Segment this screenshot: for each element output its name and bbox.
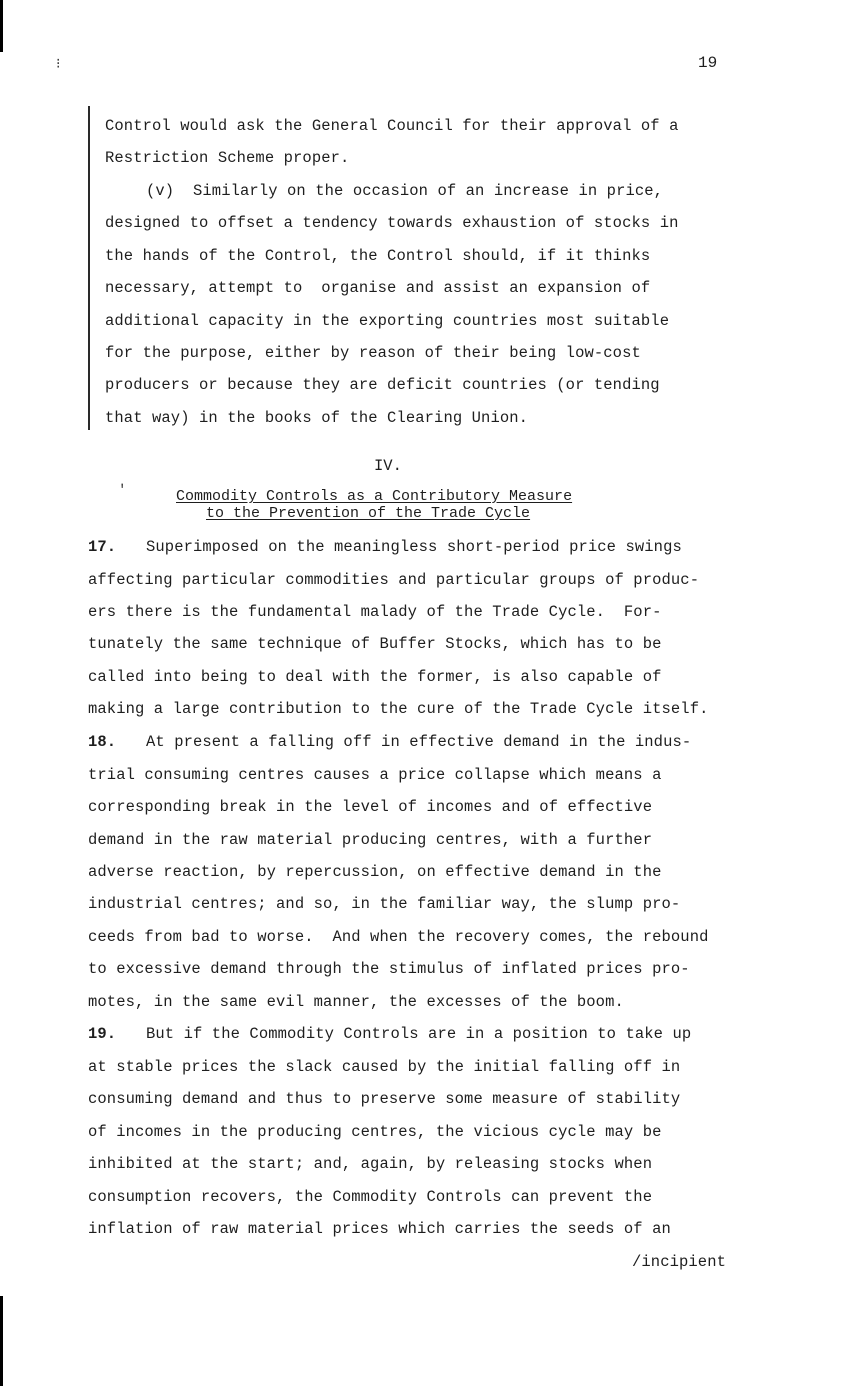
paragraph-19-line: But if the Commodity Controls are in a position to take up bbox=[146, 1025, 692, 1043]
paragraph-v-line: additional capacity in the exporting countries most suitable bbox=[105, 312, 670, 330]
paragraph-19-line: of incomes in the producing centres, the vicious cycle may be bbox=[88, 1123, 662, 1141]
paragraph-19-line: inhibited at the start; and, again, by releasing stocks when bbox=[88, 1155, 653, 1173]
paragraph-19-line: at stable prices the slack caused by the initial falling off in bbox=[88, 1058, 681, 1076]
paragraph-18-line: adverse reaction, by repercussion, on effective demand in the bbox=[88, 863, 662, 881]
paragraph-17-line: tunately the same technique of Buffer Stocks, which has to be bbox=[88, 635, 662, 653]
paragraph-v-line: that way) in the books of the Clearing Union. bbox=[105, 409, 529, 427]
scan-edge-mark-top bbox=[0, 0, 3, 52]
paragraph-17-line: Superimposed on the meaningless short-period price swings bbox=[146, 538, 682, 556]
paragraph-v-line: producers or because they are deficit countries (or tending bbox=[105, 376, 660, 394]
continuation-line: Restriction Scheme proper. bbox=[105, 149, 350, 167]
paragraph-19-line: inflation of raw material prices which carries the seeds of an bbox=[88, 1220, 671, 1238]
margin-tick-heading: ʹ bbox=[118, 483, 127, 499]
section-heading-line1: Commodity Controls as a Contributory Measure bbox=[176, 488, 573, 505]
catchword: /incipient bbox=[632, 1253, 727, 1271]
paragraph-18-line: At present a falling off in effective demand in the indus- bbox=[146, 733, 692, 751]
margin-bracket-line bbox=[88, 106, 90, 430]
section-heading-line2: to the Prevention of the Trade Cycle bbox=[206, 505, 531, 522]
paragraph-18-line: motes, in the same evil manner, the excesses of the boom. bbox=[88, 993, 624, 1011]
paragraph-19-number: 19. bbox=[88, 1025, 117, 1043]
paragraph-18-number: 18. bbox=[88, 733, 117, 751]
paragraph-v-line: (v) Similarly on the occasion of an increase in price, bbox=[146, 182, 664, 200]
paragraph-17-line: affecting particular commodities and particular groups of produc- bbox=[88, 571, 700, 589]
paragraph-18-line: ceeds from bad to worse. And when the recovery comes, the rebound bbox=[88, 928, 709, 946]
paragraph-19-line: consumption recovers, the Commodity Controls can prevent the bbox=[88, 1188, 653, 1206]
paragraph-17-number: 17. bbox=[88, 538, 117, 556]
paragraph-17-line: making a large contribution to the cure of the Trade Cycle itself. bbox=[88, 700, 709, 718]
paragraph-17-line: ers there is the fundamental malady of the Trade Cycle. For- bbox=[88, 603, 662, 621]
scan-edge-mark-bottom bbox=[0, 1296, 3, 1386]
section-number: IV. bbox=[374, 457, 402, 475]
margin-tick: ⁝ bbox=[56, 57, 61, 73]
continuation-line: Control would ask the General Council for their approval of a bbox=[105, 117, 679, 135]
paragraph-v-line: designed to offset a tendency towards exhaustion of stocks in bbox=[105, 214, 679, 232]
paragraph-v-line: for the purpose, either by reason of their being low-cost bbox=[105, 344, 641, 362]
paragraph-v-line: the hands of the Control, the Control should, if it thinks bbox=[105, 247, 651, 265]
paragraph-18-line: industrial centres; and so, in the familiar way, the slump pro- bbox=[88, 895, 681, 913]
paragraph-17-line: called into being to deal with the former, is also capable of bbox=[88, 668, 662, 686]
paragraph-18-line: to excessive demand through the stimulus of inflated prices pro- bbox=[88, 960, 690, 978]
paragraph-18-line: trial consuming centres causes a price collapse which means a bbox=[88, 766, 662, 784]
paragraph-v-line: necessary, attempt to organise and assist an expansion of bbox=[105, 279, 651, 297]
paragraph-18-line: corresponding break in the level of incomes and of effective bbox=[88, 798, 653, 816]
paragraph-19-line: consuming demand and thus to preserve some measure of stability bbox=[88, 1090, 681, 1108]
paragraph-18-line: demand in the raw material producing centres, with a further bbox=[88, 831, 653, 849]
page-number: 19 bbox=[698, 54, 718, 72]
